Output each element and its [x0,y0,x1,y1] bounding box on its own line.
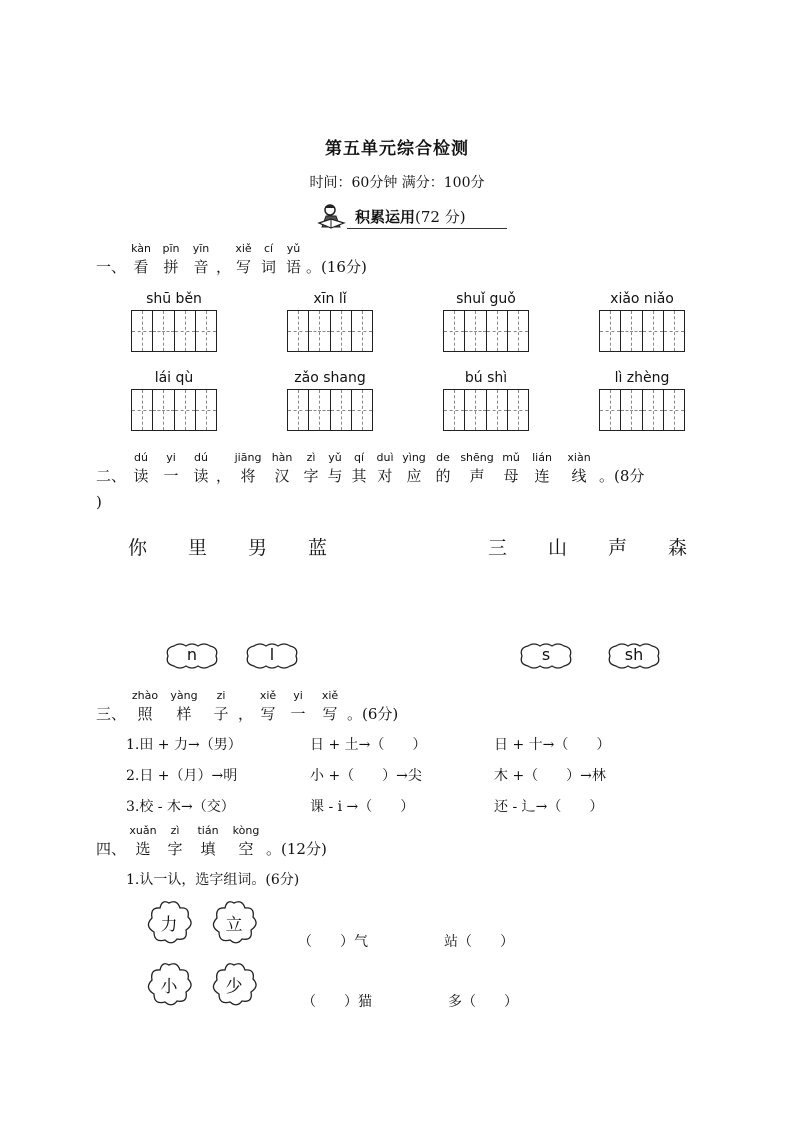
pinyin-label: shuǐ guǒ [456,291,516,307]
q2-heading-tail: ) [96,493,102,511]
section-banner [317,201,507,231]
blank-item[interactable]: （ ）气 [298,934,368,950]
writing-grid[interactable] [443,310,529,352]
hanzi-char[interactable]: 男 [248,537,268,559]
hanzi-char[interactable]: 山 [548,537,568,559]
q4-heading: 四、 xuǎn 选 zì 字 tián 填 kòng 空 。(12分) [96,824,327,858]
reading-kid-icon [317,201,347,231]
blank-item[interactable]: 站（ ） [444,934,514,950]
char-flower: 少 [211,962,257,1006]
exercise-cell[interactable]: 日 + 土→（ ） [310,737,427,753]
exercise-cell: 1.田 + 力→（男） [126,737,242,753]
writing-grid[interactable] [599,389,685,431]
writing-grid[interactable] [599,310,685,352]
writing-grid[interactable] [131,389,217,431]
exam-meta: 时间：60分钟 满分：100分 [309,175,485,191]
pinyin-label: xīn lǐ [313,291,347,307]
initial-cloud[interactable]: n [164,642,220,670]
banner-text: 积累运用(72 分) [355,208,466,226]
exercise-cell[interactable]: 还 - 辶→（ ） [494,799,604,815]
char-flower: 立 [211,900,257,944]
exercise-cell: 2.日 +（月）→明 [126,768,238,784]
initial-cloud[interactable]: sh [606,642,662,670]
initial-cloud[interactable]: s [518,642,574,670]
pinyin-label: bú shì [464,370,508,386]
blank-item[interactable]: 多（ ） [448,994,518,1010]
hanzi-char[interactable]: 你 [128,537,148,559]
exercise-cell[interactable]: 课 - i →（ ） [310,799,415,815]
pinyin-label: lái qù [154,370,194,386]
blank-item[interactable]: （ ）猫 [302,994,372,1010]
writing-grid[interactable] [443,389,529,431]
q2-heading: 二、 dú 读 yi 一 dú 读 ， jiāng 将 hàn 汉 zì 字 yǔ 与 qí 其 duì 对 yìng 应 de 的 shēng 声 mǔ 母 lián 连 xiàn 线 。(8分 [96,451,645,485]
pinyin-label: xiǎo niǎo [610,291,674,307]
char-flower: 小 [146,962,192,1006]
q1-heading: 一、 kàn 看 pīn 拼 yīn 音 ， xiě 写 cí 词 yǔ 语 。(16分) [96,242,367,276]
hanzi-char[interactable]: 蓝 [308,537,328,559]
char-flower: 力 [146,900,192,944]
initial-cloud[interactable]: l [244,642,300,670]
exercise-cell[interactable]: 小 +（ ）→尖 [310,768,422,784]
q3-heading: 三、 zhào 照 yàng 样 zi 子 ， xiě 写 yi 一 xiě 写 。(6分) [96,689,399,723]
page-title: 第五单元综合检测 [325,139,469,159]
pinyin-label: shū běn [146,291,202,307]
hanzi-char[interactable]: 声 [608,537,628,559]
hanzi-char[interactable]: 三 [488,537,508,559]
hanzi-char[interactable]: 里 [188,537,208,559]
writing-grid[interactable] [287,389,373,431]
pinyin-label: lì zhèng [614,370,670,386]
sub-question: 1.认一认，选字组词。(6分) [126,872,300,888]
pinyin-label: zǎo shang [294,370,366,386]
hanzi-char[interactable]: 森 [668,537,688,559]
writing-grid[interactable] [131,310,217,352]
exercise-cell[interactable]: 木 +（ ）→林 [494,768,606,784]
writing-grid[interactable] [287,310,373,352]
exercise-cell[interactable]: 日 + 十→（ ） [494,737,611,753]
exercise-cell: 3.校 - 木→（交） [126,799,235,815]
